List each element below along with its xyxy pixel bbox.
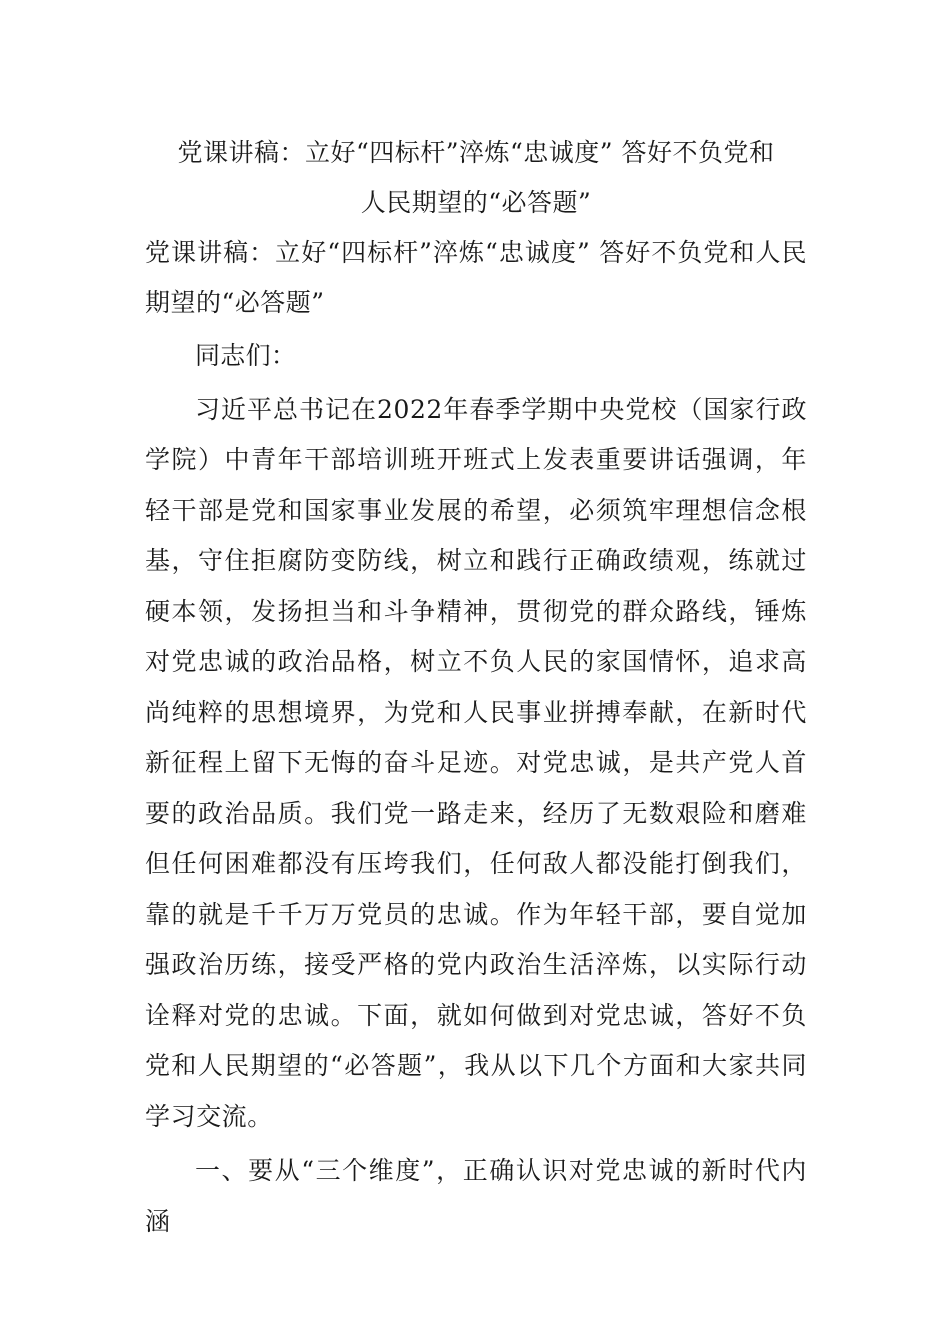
- document-title-line-1: 党课讲稿：立好“四标杆”淬炼“忠诚度” 答好不负党和: [177, 138, 775, 167]
- section-heading: 一、要从“三个维度”，正确认识对党忠诚的新时代内涵: [145, 1156, 807, 1236]
- document-content: [145, 128, 807, 1247]
- body-paragraph: 习近平总书记在2022年春季学期中央党校（国家行政学院）中青年干部培训班开班式上发表重要讲话强调，年轻干部是党和国家事业发展的希望，必须筑牢理想信念根基，守住拒腐防变防线，树立和践行正确政绩观，练就过硬本领，发扬担当和斗争精神，贯彻党的群众路线，锤炼对党忠诚的政治品格，树立不负人民的家国情怀，追求高尚纯粹的思想境界，为党和人民事业拼搏奉献，在新时代新征程上留下无悔的奋斗足迹。对党忠诚，是共产党人首要的政治品质。我们党一路走来，经历了无数艰险和磨难但任何困难都没有压垮我们，任何敌人都没能打倒我们，靠的就是千千万万党员的忠诚。作为年轻干部，要自觉加强政治历练，接受严格的党内政治生活淬炼，以实际行动诠释对党的忠诚。下面，就如何做到对党忠诚，答好不负党和人民期望的“必答题”，我从以下几个方面和大家共同学习交流。: [145, 394, 807, 1131]
- salutation: 同志们：: [195, 341, 297, 370]
- document-title-line-2: 人民期望的“必答题”: [360, 188, 592, 217]
- document-title: [145, 128, 807, 228]
- document-subtitle: 党课讲稿：立好“四标杆”淬炼“忠诚度” 答好不负党和人民期望的“必答题”: [145, 238, 807, 317]
